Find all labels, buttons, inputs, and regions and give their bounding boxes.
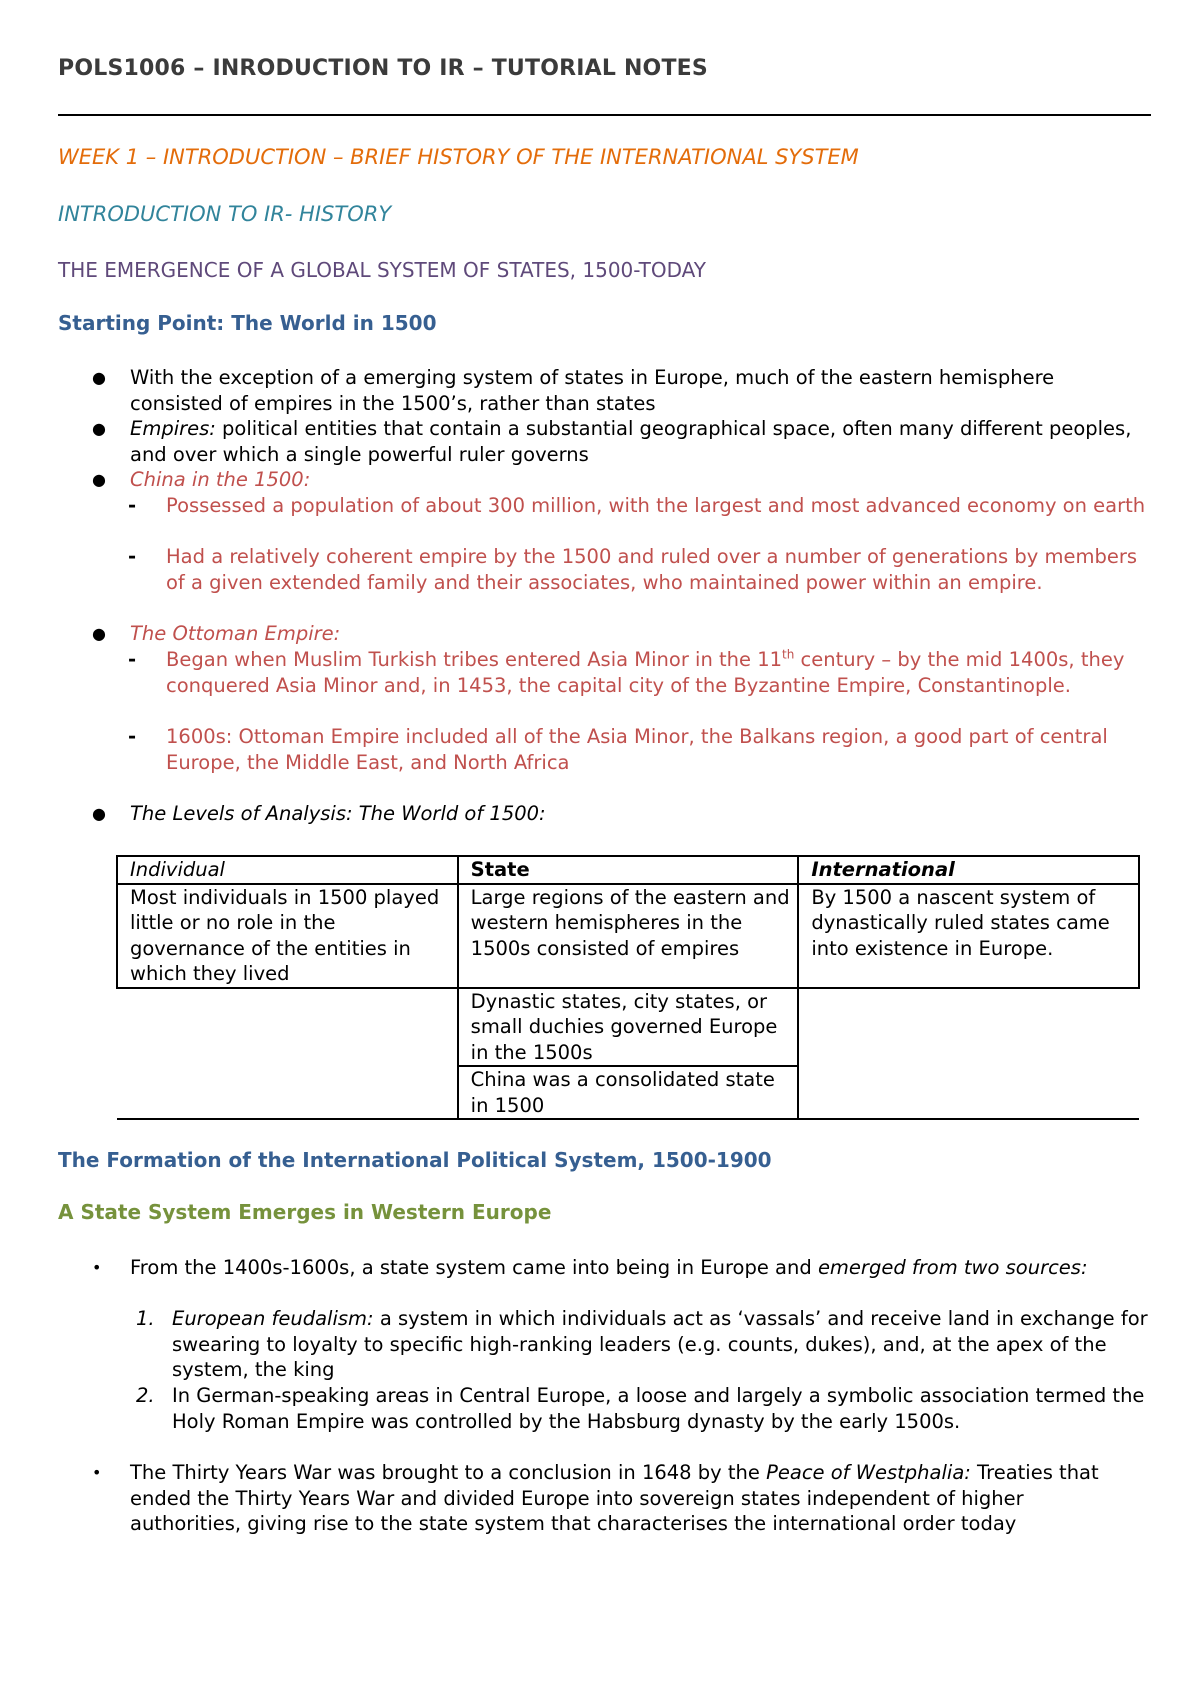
dash-icon: - [128,545,137,568]
china-point-2: Had a relatively coherent empire by the 1500 and ruled over a number of generations by members of a given extended family and their associates, who maintained power within an empire. [166,545,1138,594]
feudalism-term: European feudalism: [172,1307,374,1330]
thirty-years-war-text: The Thirty Years War was brought to a conclusion in 1648 by the [130,1461,767,1484]
emergence-heading: THE EMERGENCE OF A GLOBAL SYSTEM OF STATES, 1500-TODAY [58,258,707,282]
levels-label: The Levels of Analysis: The World of 1500: [130,802,546,825]
feudalism-definition: a system in which individuals act as ‘vassals’ and receive land in exchange for swearing to loyalty to specific high-ranking leaders (e.g. counts, dukes), and, at the apex of the system, the king [172,1307,1148,1381]
china-point-1: Possessed a population of about 300 million, with the largest and most advanced economy on earth [166,494,1146,517]
individual-cell: Most individuals in 1500 played little or no role in the governance of the entities in which they lived [117,884,458,988]
ottoman-point-1-text: Began when Muslim Turkish tribes entered Asia Minor in the 11 [166,648,783,671]
intro-heading: INTRODUCTION TO IR- HISTORY [58,202,392,226]
bullet-icon: ● [92,470,106,489]
empires-term: Empires: [130,417,216,440]
column-header-individual: Individual [117,856,458,884]
ottoman-point-1 [166,647,1156,698]
western-europe-heading: A State System Emerges in Western Europe [58,1200,552,1224]
ottoman-label: The Ottoman Empire: [130,622,341,645]
column-header-state: State [458,856,799,884]
two-sources-emphasis: emerged from two sources: [817,1256,1088,1279]
bullet-icon: ● [92,624,106,643]
header-rule [58,114,1151,116]
numbered-item-2: In German-speaking areas in Central Europe, a loose and largely a symbolic association termed the Holy Roman Empire was controlled by the Habsburg dynasty by the early 1500s. [172,1384,1145,1433]
table-row [117,988,1139,1067]
table-header-row [117,856,1139,884]
empty-cell [798,1066,1139,1119]
empty-cell [117,988,458,1067]
formation-heading: The Formation of the International Political System, 1500-1900 [58,1148,772,1172]
dash-icon: - [128,494,137,517]
bullet-text [130,1255,1140,1281]
starting-point-heading: Starting Point: The World in 1500 [58,311,437,335]
ottoman-point-2: 1600s: Ottoman Empire included all of the Asia Minor, the Balkans region, a good part of central Europe, the Middle East, and North Africa [166,725,1108,774]
empires-definition: political entities that contain a substantial geographical space, often many different peoples, and over which a single powerful ruler governs [130,417,1132,466]
document-header: POLS1006 – INRODUCTION TO IR – TUTORIAL NOTES [58,56,708,81]
bullet-text: With the exception of a emerging system of states in Europe, much of the eastern hemisphere consisted of empires in the 1500’s, rather than states [130,366,1055,415]
column-header-international: International [798,856,1139,884]
empty-cell [798,988,1139,1067]
empty-cell [117,1066,458,1119]
bullet-icon: ● [92,368,106,387]
state-cell: Large regions of the eastern and western hemispheres in the 1500s consisted of empires [458,884,799,988]
dash-icon: - [128,648,137,671]
bullet-icon: • [92,1258,102,1277]
levels-of-analysis-table [116,855,1140,1120]
bullet-icon: ● [92,419,106,438]
bullet-text [130,1460,1140,1537]
bullet-icon: ● [92,804,106,823]
state-cell: Dynastic states, city states, or small duchies governed Europe in the 1500s [458,988,799,1067]
china-label: China in the 1500: [130,468,311,491]
week-heading: WEEK 1 – INTRODUCTION – BRIEF HISTORY OF THE INTERNATIONAL SYSTEM [58,145,859,169]
bullet-text [130,416,1140,467]
list-number: 2. [136,1384,155,1407]
westphalia-definition: Treaties that ended the Thirty Years War and divided Europe into sovereign states independent of higher authorities, giving rise to the state system that characterises the international order today [130,1461,1099,1535]
state-cell: China was a consolidated state in 1500 [458,1066,799,1119]
bullet-icon: • [92,1463,102,1482]
list-number: 1. [136,1307,155,1330]
table-row [117,884,1139,988]
westphalia-emphasis: Peace of Westphalia: [766,1461,971,1484]
state-system-text: From the 1400s-1600s, a state system came into being in Europe and [130,1256,818,1279]
international-cell: By 1500 a nascent system of dynastically ruled states came into existence in Europe. [798,884,1139,988]
dash-icon: - [128,725,137,748]
ottoman-point-1-rest: century – by the mid 1400s, they conquered Asia Minor and, in 1453, the capital city of the Byzantine Empire, Constantinople. [166,648,1125,697]
ordinal-suffix: th [782,647,795,662]
numbered-item-1 [172,1306,1162,1383]
table-row [117,1066,1139,1119]
